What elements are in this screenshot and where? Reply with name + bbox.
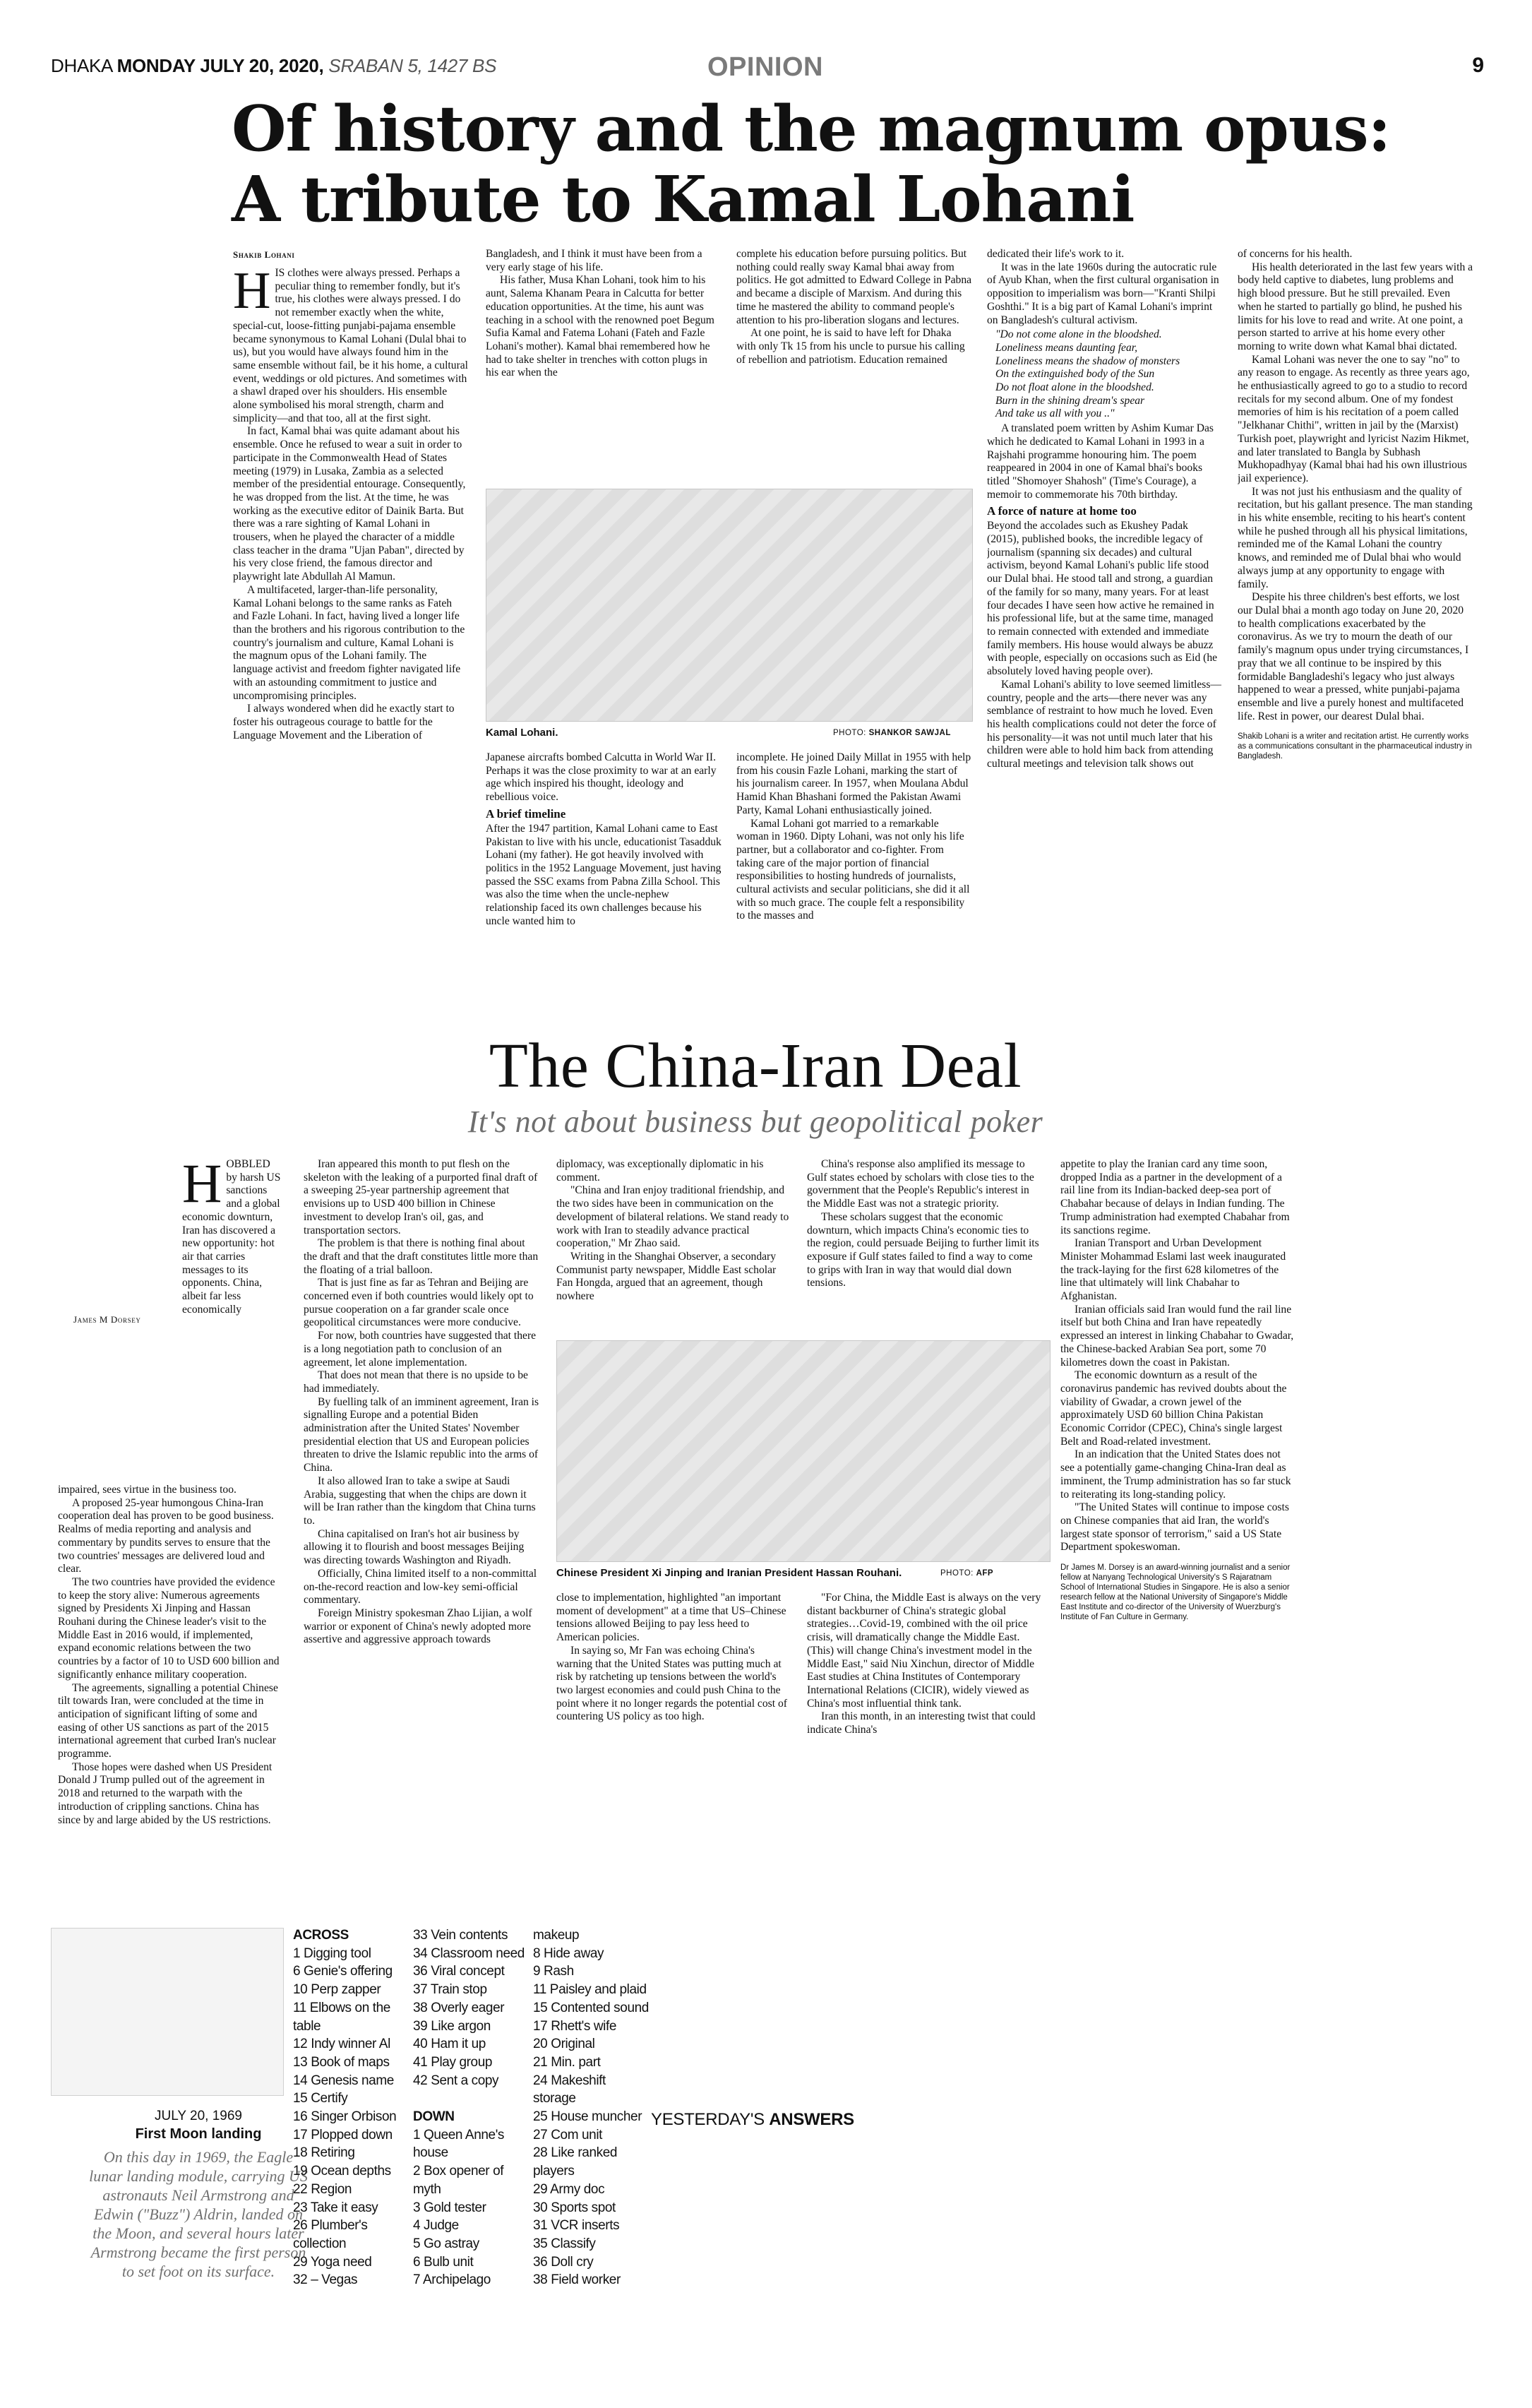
paragraph: A proposed 25-year humongous China-Iran cooperation deal has proven to be good business. Realms of media reporting and analysis and commentary by pundits serves to ensure that the two countries' messages are delivered loud and clear. [58,1496,274,1575]
clue: 2 Box opener of [413,2164,504,2179]
clue: 15 Contented sound [533,2000,649,2015]
article-2-column-3-top [556,1158,792,1332]
column-body [58,1484,284,1827]
section-label: OPINION [707,52,823,82]
clue: 38 Field worker [533,2272,621,2288]
paragraph: "China and Iran enjoy traditional friendship, and the two sides have been in communication on the development of bilateral relations. We stand ready to work with Iran to steadily advance practical cooperation," Mr Zhao said. [556,1184,789,1250]
article-2-column-2 [304,1158,539,1928]
subhead-force-of-nature: A force of nature at home too [987,504,1137,518]
poem-line: On the extinguished body of the Sun [995,368,1155,381]
paragraph: His health deteriorated in the last few years with a body held captive to diabetes, lung problems and high blood pressure. But he still prevailed. Even when he started to partially go blind, he pushed his limits for his love to read and write. At one point, a person started to arrive at his home every other morning to write down what Kamal bhai dictated. [1238,261,1473,352]
clue: 31 VCR inserts [533,2218,620,2234]
article-2-column-5 [1060,1158,1296,1928]
poem-line: And take us all with you .." [995,407,1115,420]
paragraph: China capitalised on Iran's hot air business by allowing it to flourish and boost messages Beijing was directing towards Washington and Riyadh. [304,1527,525,1567]
article-1-column-3-top [736,248,972,481]
author-note: Shakib Lohani is a writer and recitation artist. He currently works as a communications consultant in the pharmaceutical industry in Bangladesh. [1238,732,1472,761]
headline-line-2: A tribute to Kamal Lohani [232,162,1135,236]
clue: 28 Like ranked [533,2145,618,2161]
paragraph: The problem is that there is nothing final about the draft and that the draft constitutes little more than the floating of a trial balloon. [304,1237,539,1276]
paragraph: In saying so, Mr Fan was echoing China's warning that the United States was putting much at risk by ratcheting up tensions between the world's two largest economies and could push China to the point where it no longer regards the potential cost of countering US policy as too high. [556,1644,787,1723]
photo-caption: Kamal Lohani. [486,727,558,739]
drop-cap: H [182,1158,222,1214]
clue: 16 Singer Orbison [293,2109,397,2125]
paragraph: After the 1947 partition, Kamal Lohani came to East Pakistan to live with his uncle, educationist Tasadduk Lohani (my father). He got heavily involved with politics in the 1952 Language Movement, just having passed the SSC exams from Pabna Zilla School. This was also the time when the uncle-nephew relationship faced its own challenges because his uncle wanted him to [486,822,722,927]
paragraph: I always wondered when did he exactly start to foster his outrageous courage to battle for the Language Movement and the Liberation of [233,703,455,741]
history-text: On this day in 1969, the Eagle lunar landing module, carrying US astronauts Neil Armstrong and Edwin ("Buzz") Aldrin, landed on the Moon, and several hours later Armstrong became the first person to set foot on its surface. [89,2148,308,2280]
clue: 38 Overly eager [413,2000,505,2015]
paragraph: dedicated their life's work to it. [987,248,1125,260]
drop-cap: H [233,267,271,320]
clue: 33 Vein contents [413,1928,508,1943]
paragraph: The economic downturn as a result of the coronavirus pandemic has revived doubts about the viability of Gwadar, a crown jewel of the approximately USD 60 billion China Pakistan Economic Corridor (CPEC), China's single largest Belt and Road-related investment. [1060,1369,1287,1448]
poem-line: Loneliness means the shadow of monsters [995,354,1180,367]
clue: 19 Ocean depths [293,2164,391,2179]
photo-credit-label: PHOTO: [833,729,866,737]
clue: 22 Region [293,2181,352,2197]
clue: 23 Take it easy [293,2200,378,2215]
clue: 6 Bulb unit [413,2254,474,2270]
clue: 1 Digging tool [293,1945,371,1961]
clue: 36 Doll cry [533,2254,594,2270]
clue: 29 Army doc [533,2181,605,2197]
photo-caption: Chinese President Xi Jinping and Iranian President Hassan Rouhani. [556,1567,902,1579]
clue: 8 Hide away [533,1945,604,1961]
crossword-clues-col-1 [293,1926,413,2289]
article-1-column-2-bottom [486,751,722,974]
clue: 34 Classroom need [413,1945,525,1961]
clue: 10 Perp zapper [293,1982,381,1998]
clue: 11 Paisley and plaid [533,1982,647,1998]
clue: 5 Go astray [413,2236,479,2251]
clue: 13 Book of maps [293,2054,390,2070]
spacer [413,2090,533,2108]
clue: house [413,2145,448,2161]
yesterdays-answers-label [651,2110,854,2130]
paragraph: It was not just his enthusiasm and the quality of recitation, but his gallant presence. The man standing in his white ensemble, reciting to his heart's content while he pushed through all his physical limitations, reminded me of the Kamal Lohani the country knows, and reminded me of Dulal bhai who would always jump at any opportunity to engage with family. [1238,485,1473,590]
byline: Shakib Lohani [233,249,295,260]
poem-line: Burn in the shining dream's spear [995,394,1145,407]
poem-line: Loneliness means daunting fear, [995,341,1137,354]
history-date: JULY 20, 1969 [155,2109,242,2123]
clue: 32 – Vegas [293,2272,358,2288]
clue: 20 Original [533,2037,595,2052]
across-heading: ACROSS [293,1928,349,1943]
clue: 41 Play group [413,2054,493,2070]
clue: table [293,2018,321,2034]
poem-line: Do not float alone in the bloodshed. [995,381,1154,394]
clue: 14 Genesis name [293,2073,394,2088]
clue: 26 Plumber's [293,2218,368,2234]
paragraph: It was in the late 1960s during the autocratic rule of Ayub Khan, when the first cultural organisation in opposition to imperialism was born—"Kranti Shilpi Goshthi." It is a big part of Kamal Lohani's imprint on Bangladesh's cultural activism. [987,261,1219,326]
paragraph: For now, both countries have suggested that there is a long negotiation path to conclusion of an agreement, let alone implementation. [304,1330,537,1369]
answers-label-bold: ANSWERS [769,2110,854,2129]
paragraph: "The United States will continue to impose costs on Chinese companies that aid Iran, the world's largest state sponsor of terrorism," said a US State Department spokeswoman. [1060,1501,1289,1554]
paragraph: Iranian officials said Iran would fund the rail line itself but both China and Iran have repeatedly expressed an interest in linking Chabahar to Gwadar, the Chinese-backed Arabian Sea port, some 70 kilometres down the coast in Pakistan. [1060,1303,1294,1369]
paragraph: Kamal Lohani was never the one to say "no" to any reason to engage. As recently as three years ago, he enthusiastically agreed to go to a studio to record recitals for my second album. One of my fondest memories of him is his recitation of a poem called "Jelkhanar Chithi", written in jail by the (Marxist) Turkish poet, playwright and lyricist Nazim Hikmet, and later translated to Bangla by Subhash Mukhopadhyay (Kamal bhai had his own illustrious jail experience). [1238,353,1470,484]
clue: 21 Min. part [533,2054,601,2070]
clue: 18 Retiring [293,2145,355,2161]
clue: 15 Certify [293,2091,348,2106]
dateline [51,55,496,77]
clue: makeup [533,1928,580,1943]
paragraph: A translated poem written by Ashim Kumar Das which he dedicated to Kamal Lohani in 1993 in a Rajshahi programme honouring him. The poem reappeared in 2004 in one of Kamal bhai's books titled "Shomoyer Shahosh" (Time's Courage), a memoir to commemorate his 70th birthday. [987,422,1214,501]
author-note: Dr James M. Dorsey is an award-winning journalist and a senior fellow at Nanyang Technological University's S Rajaratnam School of International Studies in Singapore. He is also a senior research fellow at the National University of Singapore's Middle East Institute and co-director of the University of Wuerzburg's Institute of Fan Culture in Germany. [1060,1563,1291,1622]
answers-label-light: YESTERDAY'S [651,2110,765,2129]
article-1-headline [232,93,1432,234]
clue: 3 Gold tester [413,2200,486,2215]
clue: 12 Indy winner Al [293,2037,390,2052]
article-2-column-4-bottom [807,1592,1043,1804]
clue: 1 Queen Anne's [413,2127,505,2142]
paragraph: Writing in the Shanghai Observer, a secondary Communist party newspaper, Middle East scholar Fan Hongda, argued that an agreement, though nowhere [556,1250,777,1303]
byline: James M Dorsey [73,1314,141,1325]
paragraph: In an indication that the United States does not see a potentially game-changing China-Iran deal as imminent, the Trump administration has so far stuck to reiterating its long-standing policy. [1060,1448,1291,1501]
clue: 36 Viral concept [413,1964,505,1979]
paragraph: His father, Musa Khan Lohani, took him to his aunt, Salema Khanam Peara in Calcutta for better education opportunities. At the time, his aunt was teaching in a school with the renowned poet Begum Sufia Kamal and Fatema Lohani (Fateh and Fazle Lohani's mother). Kamal bhai remembered how he had to take shelter in trenches with cotton plugs in his ear when the [486,274,714,379]
lede-text: OBBLED by harsh US sanctions and a global economic downturn, Iran has discovered a new opportunity: hot air that carries messages to its opponents. China, albeit far less economically [182,1158,281,1316]
paragraph: Those hopes were dashed when US President Donald J Trump pulled out of the agreement in 2018 and returned to the warpath with the introduction of crippling sanctions. China has since by and large abided by the US restrictions. [58,1760,273,1826]
clue: 37 Train stop [413,1982,487,1998]
clue: 30 Sports spot [533,2200,616,2215]
paragraph: impaired, sees virtue in the business too. [58,1484,237,1496]
poem-line: "Do not come alone in the bloodshed. [995,328,1162,341]
article-1-column-2-top [486,248,722,481]
paragraph: It also allowed Iran to take a swipe at Saudi Arabia, suggesting that when the chips are down it will be Iran rather than the kingdom that China turns to. [304,1474,536,1527]
paragraph: close to implementation, highlighted "an important moment of development" at a time that US–Chinese tensions allowed Beijing to pay less heed to American policies. [556,1592,786,1644]
clue: 24 Makeshift [533,2073,606,2088]
photo-credit [940,1569,993,1578]
clue: collection [293,2236,347,2251]
article-2-column-3-bottom [556,1592,792,1804]
city: DHAKA [51,55,112,76]
subhead-timeline: A brief timeline [486,806,566,821]
paragraph: These scholars suggest that the economic downturn, which impacts China's economic ties to the region, could persuade Beijing to further limit its exposure if Gulf states failed to find a way to come to grips with Iran in way that would dial down tensions. [807,1210,1039,1289]
clue: players [533,2164,575,2179]
article-2-column-4-top [807,1158,1043,1332]
paragraph: By fuelling talk of an imminent agreement, Iran is signalling Europe and a potential Biden administration after the United States' November presidential election that US and European policies threaten to drive the Islamic republic into the arms of China. [304,1395,539,1474]
paragraph: Foreign Ministry spokesman Zhao Lijian, a wolf warrior or exponent of China's newly adopted more assertive and aggressive approach towards [304,1607,532,1646]
paragraph: Kamal Lohani got married to a remarkable woman in 1960. Dipty Lohani, was not only his life partner, but a collaborator and co-fighter. From taking care of the major portion of financial responsibilities to hosting hundreds of journalists, cultural activists and secular politicians, she did it all with so much grace. The couple felt a responsibility to the masses and [736,817,970,922]
clue: 42 Sent a copy [413,2073,499,2088]
paragraph: diplomacy, was exceptionally diplomatic in his comment. [556,1158,764,1184]
paragraph: That is just fine as far as Tehran and Beijing are concerned even if both countries would likely opt to pursue cooperation on a far grander scale once geopolitical circumstances were more conducive. [304,1277,534,1329]
clue: 35 Classify [533,2236,596,2251]
paragraph: The agreements, signalling a potential Chinese tilt towards Iran, were concluded at the time in anticipation of significant lifting of some and easing of other US sanctions as part of the 2015 international agreement that curbed Iran's nuclear programme. [58,1681,278,1760]
photo-credit-label: PHOTO: [940,1569,974,1578]
page-header [51,52,1484,81]
xi-rouhani-photo [556,1340,1051,1562]
headline-line-1: Of history and the magnum opus: [232,91,1391,165]
article-2-headline: The China-Iran Deal [489,1031,1022,1101]
paragraph: complete his education before pursuing politics. But nothing could really sway Kamal bhai away from politics. He got admitted to Edward College in Pabna and became a disciple of Marxism. And during this time he mastered the ability to command people's attention to his pro-liberation slogans and lectures. [736,248,972,326]
paragraph: "For China, the Middle East is always on the very distant backburner of China's strategic global strategies…Covid-19, combined with the oil price crisis, will dramatically change the Middle East. (This) will change China's investment model in the Middle East," said Niu Xinchun, director of Middle East studies at China Institutes of Contemporary International Relations (CICIR), widely viewed as China's most influential think tank. [807,1592,1041,1710]
photo-credit-name: AFP [976,1569,994,1578]
crossword-clues-col-2 [413,1926,533,2289]
photo-credit [833,729,951,737]
paragraph: That does not mean that there is no upside to be had immediately. [304,1369,528,1395]
paragraph: China's response also amplified its message to Gulf states echoed by scholars with close ties to the government that the People's Republic's interest in the Middle East was not a strategic priority. [807,1158,1034,1210]
date: MONDAY JULY 20, 2020, [116,55,324,76]
paragraph: Officially, China limited itself to a non-committal on-the-record reaction and low-key semi-official commentary. [304,1567,537,1607]
paragraph: Iranian Transport and Urban Development Minister Mohammad Eslami last week inaugurated the track-laying for the first 628 kilometres of the line that ultimately will link Chabahar to Afghanistan. [1060,1237,1286,1303]
paragraph: IS clothes were always pressed. Perhaps a peculiar thing to remember fondly, but it's true, his clothes were always pressed. I do not remember exactly when the white, special-cut, loose-fitting punjabi-pajama ensemble became synonymous to Kamal Lohani (Dulal bhai to us), but you would have always found him in the same ensemble without fail, be it his home, a cultural event, weddings or old pictures. And sometimes with a shawl draped over his shoulders. His ensemble alone symbolised his moral strength, charm and simplicity—and that too, all at the first sight. [233,267,469,424]
clue: 6 Genie's offering [293,1964,393,1979]
paragraph: Japanese aircrafts bombed Calcutta in World War II. Perhaps it was the close proximity to war at an early age which inspired his thought, ideology and rebellious voice. [486,751,717,804]
paragraph: of concerns for his health. [1238,248,1353,260]
lede [182,1158,284,1316]
clue: 27 Com unit [533,2127,603,2142]
paragraph: The two countries have provided the evidence to keep the story alive: Numerous agreements signed by Presidents Xi Jinping and Hassan Rouhani during the Chinese leader's visit to the Middle East in 2016 would, if implemented, expand economic relations between the two countries by a factor of 10 to USD 600 billion and significantly enhance military cooperation. [58,1575,280,1681]
history-box [89,2108,308,2281]
poem [987,328,1223,421]
lede-block [58,1158,284,1497]
article-1-column-1 [233,267,469,973]
crossword-grid [51,1928,284,2096]
article-1-column-5 [1238,248,1475,974]
kamal-lohani-photo [486,489,973,722]
clue: 4 Judge [413,2218,459,2234]
clue: 29 Yoga need [293,2254,372,2270]
clue: 17 Plopped down [293,2127,393,2142]
paragraph: Beyond the accolades such as Ekushey Padak (2015), published books, the incredible legacy of journalism (spanning six decades) and cultural activism, beyond Kamal Lohani's public life stood our Dulal bhai. He stood tall and strong, a guardian of the family for so many, many years. For at least four decades I have seen how active he remained in his professional life, but at the same time, managed to remain connected with extended and immediate family members. His house would always be abuzz with people, especially on occasions such as Eid (he absolutely loved having people over). [987,520,1218,678]
photo-credit-name: SHANKOR SAWJAL [868,729,951,737]
clue: 9 Rash [533,1964,574,1979]
article-2-column-1 [58,1158,284,1928]
paragraph: Bangladesh, and I think it must have been from a very early stage of his life. [486,248,702,273]
paragraph: Despite his three children's best efforts, we lost our Dulal bhai a month ago today on June 20, 2020 to health complications exacerbated by the coronavirus. As we try to mourn the death of our family's magnum opus under trying circumstances, I pray that we all continue to be inspired by this formidable Bangladeshi's legacy who just always happened to wear a pressed, white punjabi-pajama ensemble and live a purely honest and multifaceted life. Rest in power, our dearest Dulal bhai. [1238,591,1469,722]
clue: 40 Ham it up [413,2037,486,2052]
paragraph: Kamal Lohani's ability to love seemed limitless—country, people and the arts—there never was any semblance of restraint to how much he loved. Even his health complications could not deter the force of his personality—it was not until much later that his children were able to hold him back from attending cultural meetings and television talk shows out [987,678,1222,770]
clue: 17 Rhett's wife [533,2018,617,2034]
paragraph: In fact, Kamal bhai was quite adamant about his ensemble. Once he refused to wear a suit in order to participate in the Commonwealth Head of States meeting (1979) in Lusaka, Zambia as a selected member of the presidential entourage. Consequently, he was dropped from the list. At the time, he was working as the executive editor of Dainik Barta. But there was a rare sighting of Kamal Lohani in trousers, when he played the character of a middle class teacher in the drama "Ujan Paban", directed by his very close friend, the famous director and playwright late Abdullah Al Mamun. [233,425,466,583]
paragraph: A multifaceted, larger-than-life personality, Kamal Lohani belongs to the same ranks as Fateh and Fazle Lohani. In fact, having lived a longer life than the brothers and his rigorous contribution to the country's journalism and culture, Kamal Lohani is the magnum opus of the Lohani family. The language activist and freedom fighter navigated life with an astounding commitment to justice and uncompromising principles. [233,583,465,702]
history-title: First Moon landing [135,2126,262,2142]
clue: storage [533,2091,576,2106]
clue: myth [413,2181,441,2197]
down-heading: DOWN [413,2109,455,2125]
clue: 25 House muncher [533,2109,642,2125]
clue: 39 Like argon [413,2018,491,2034]
paragraph: Iran this month, in an interesting twist that could indicate China's [807,1710,1036,1736]
clue: 7 Archipelago [413,2272,491,2288]
article-2-subhead: It's not about business but geopolitical poker [467,1104,1043,1139]
crossword-clues-col-3 [533,1926,653,2289]
article-1-column-4 [987,248,1223,974]
article-1-column-3-bottom [736,751,972,974]
paragraph: incomplete. He joined Daily Millat in 1955 with help from his cousin Fazle Lohani, marking the start of his journalism career. In 1957, when Moulana Abdul Hamid Khan Bhashani formed the Pakistan Awami Party, Kamal Lohani enthusiastically joined. [736,751,971,816]
clue: 11 Elbows on the [293,2000,390,2015]
bengali-date: SRABAN 5, 1427 BS [328,55,497,76]
page-number: 9 [1472,54,1484,77]
paragraph: Iran appeared this month to put flesh on the skeleton with the leaking of a purported final draft of a sweeping 25-year partnership agreement that envisions up to USD 400 billion in Chinese investment to develop Iran's oil, gas, and transportation sectors. [304,1158,538,1236]
paragraph: appetite to play the Iranian card any time soon, dropped India as a partner in the development of a rail line from its Indian-backed deep-sea port of Chabahar because of delays in Indian funding. The Trump administration had exempted Chabahar from its sanctions regime. [1060,1158,1290,1236]
paragraph: At one point, he is said to have left for Dhaka with only Tk 15 from his uncle to pursue his calling of rebellion and patriotism. Education remained [736,327,965,366]
